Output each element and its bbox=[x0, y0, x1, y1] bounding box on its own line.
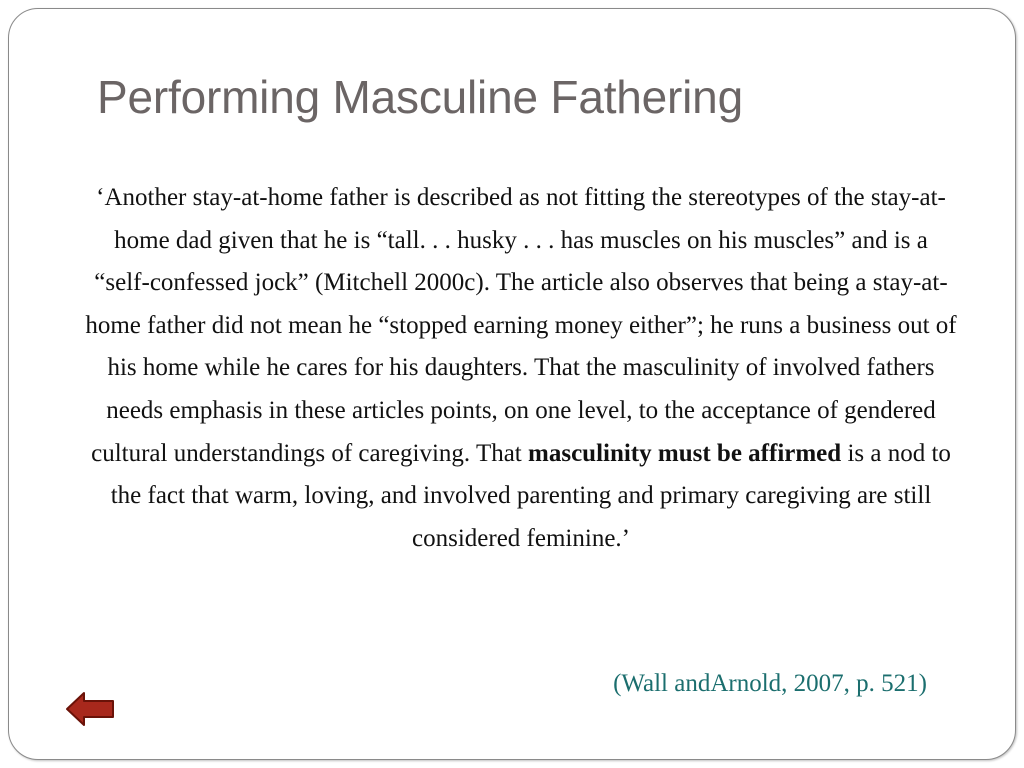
quote-text bbox=[85, 177, 957, 560]
quote-text-part1: ‘Another stay-at-home father is described as not fitting the stereotypes of the stay-at-home dad given that he is “tall. . . husky . . . has muscles on his muscles” and is a “self-confessed jock” (Mitchell 2000c). The article also observes that being a stay-at-home father did not mean he “stopped earning money either”; he runs a business out of his home while he cares for his daughters. That the masculinity of involved fathers needs emphasis in these articles points, on one level, to the acceptance of gendered cultural understandings of caregiving. That bbox=[85, 184, 957, 467]
slide bbox=[8, 8, 1016, 760]
citation: (Wall andArnold, 2007, p. 521) bbox=[613, 670, 927, 697]
arrow-left-icon bbox=[65, 691, 115, 727]
back-button[interactable] bbox=[65, 691, 115, 727]
quote-text-part2: is a nod to the fact that warm, loving, and involved parenting and primary caregiving are still considered feminine.’ bbox=[110, 439, 951, 552]
quote-emphasis: masculinity must be affirmed bbox=[528, 439, 842, 467]
slide-title: Performing Masculine Fathering bbox=[97, 71, 743, 123]
